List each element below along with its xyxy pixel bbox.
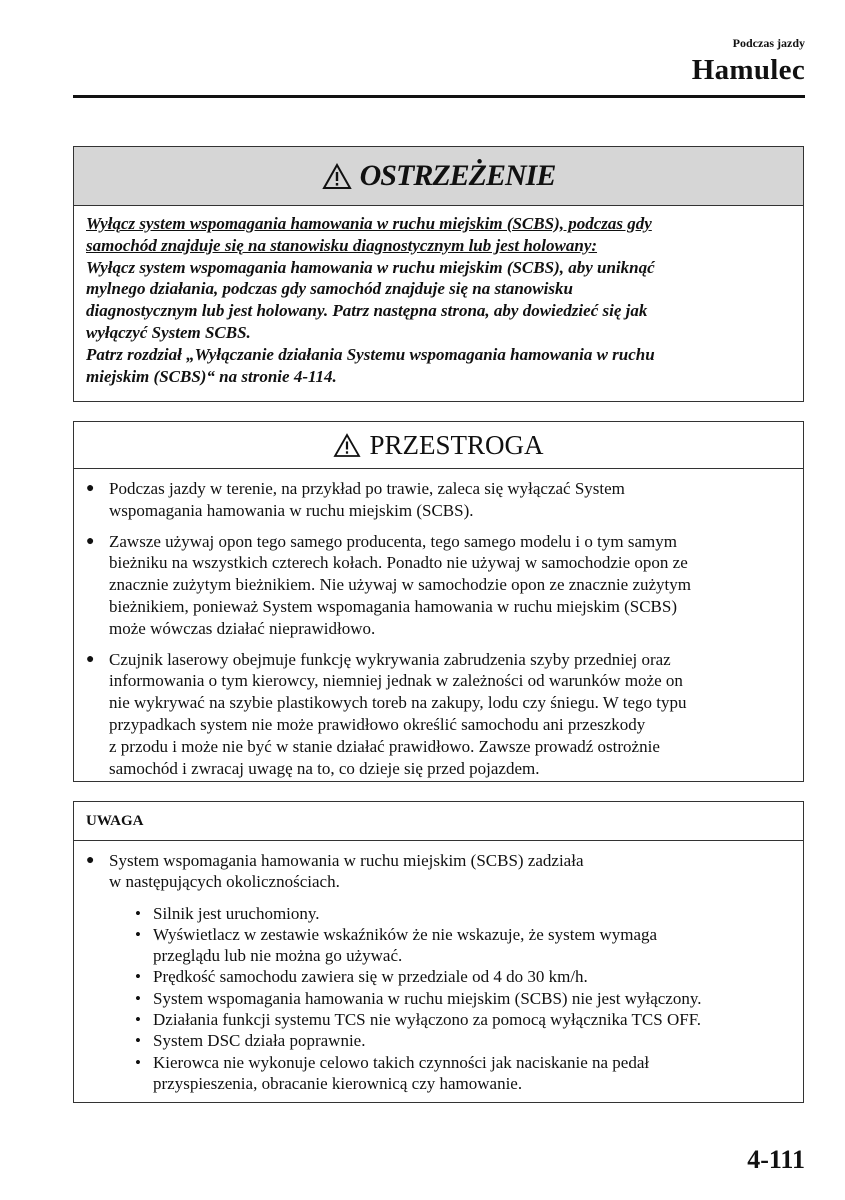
bullet-icon: ● [86, 533, 95, 549]
caution-item: ● Podczas jazdy w terenie, na przykład po trawie, zaleca się wyłączać System wspomagania hamowania w ruchu miejskim (SCBS). [86, 479, 625, 520]
condition-item: • Silnik jest uruchomiony. [135, 903, 320, 923]
bullet-icon: ● [86, 481, 95, 496]
warning-title: OSTRZEŻENIE [359, 159, 556, 192]
sub-bullet-icon: • [135, 988, 141, 1008]
header-rule [73, 95, 805, 98]
caution-triangle-icon [333, 433, 361, 458]
sub-bullet-icon: • [135, 924, 141, 944]
caution-title: PRZESTROGA [369, 429, 544, 460]
bullet-icon: ● [86, 651, 95, 667]
section-label: Podczas jazdy [732, 36, 805, 50]
warning-heading: Wyłącz system wspomagania hamowania w ruchu miejskim (SCBS), podczas gdy samochód znajduje się na stanowisku diagnostycznym lub jest holowany: [86, 214, 652, 255]
condition-item: • System wspomagania hamowania w ruchu miejskim (SCBS) nie jest wyłączony. [135, 988, 702, 1008]
sub-bullet-icon: • [135, 903, 141, 923]
condition-item: • System DSC działa poprawnie. [135, 1031, 366, 1051]
condition-item: • Działania funkcji systemu TCS nie wyłączono za pomocą wyłącznika TCS OFF. [135, 1010, 702, 1030]
caution-body [74, 469, 803, 779]
warning-box [73, 146, 804, 402]
conditions-list [109, 903, 791, 1095]
sub-bullet-icon: • [135, 967, 141, 987]
caution-item: ● Zawsze używaj opon tego samego producenta, tego samego modelu i o tym samym bieżniku na wszystkich czterech kołach. Ponadto nie używaj w samochodzie opon ze znacznie zużytym bieżnikiem. Nie używaj w samochodzie opon ze znacznie zużytym bieżnikiem, ponieważ System wspomagania hamowania w ruchu miejskim (SCBS) może wówczas działać nieprawidłowo. [86, 531, 692, 638]
note-title: UWAGA [86, 812, 144, 829]
warning-text: Wyłącz system wspomagania hamowania w ruchu miejskim (SCBS), aby uniknąć mylnego działania, podczas gdy samochód znajduje się na stanowisku diagnostycznym lub jest holowany. Patrz następna strona, aby dowiedzieć się jak wyłączyć System SCBS. Patrz rozdział „Wyłączanie działania Systemu wspomagania hamowania w ruchu miejskim (SCBS)“ na stronie 4-114. [86, 257, 655, 386]
sub-bullet-icon: • [135, 1052, 141, 1072]
note-body [74, 841, 803, 1094]
condition-item: • Kierowca nie wykonuje celowo takich czynności jak naciskanie na pedał przyspieszenia, obracanie kierownicą czy hamowanie. [135, 1052, 650, 1093]
caution-list [74, 478, 791, 779]
warning-body [74, 206, 803, 387]
caution-header [74, 422, 803, 469]
note-header [74, 802, 803, 841]
sub-bullet-icon: • [135, 1010, 141, 1030]
warning-header [74, 147, 803, 206]
bullet-icon: ● [86, 853, 95, 868]
note-item: ● System wspomagania hamowania w ruchu miejskim (SCBS) zadziała w następujących okolicznościach. • Silnik jest uruchomiony. • Wyświetlacz w zestawie wskaźników że nie wskazuje, że system wymaga przeglądu lub nie można go używać. • Prędkość samochodu zawiera się w przedziale od 4 do 30 km/h. • System wspomagania hamowania w ruchu miejskim (SCBS) nie jest wyłączony. • Działania funkcji systemu TCS nie wyłączono za pomocą wyłącznika TCS OFF. • System DSC działa poprawnie. • Kierowca nie wykonuje celowo takich czynności jak naciskanie na pedał przyspieszenia, obracanie kierownicą czy hamowanie. [74, 850, 791, 1094]
condition-item: • Prędkość samochodu zawiera się w przedziale od 4 do 30 km/h. [135, 967, 588, 987]
note-list [74, 850, 791, 1094]
page-number: 4-111 [747, 1145, 805, 1174]
sub-bullet-icon: • [135, 1031, 141, 1051]
page-title: Hamulec [691, 54, 805, 86]
caution-box [73, 421, 804, 782]
condition-item: • Wyświetlacz w zestawie wskaźników że nie wskazuje, że system wymaga przeglądu lub nie można go używać. [135, 924, 658, 966]
caution-item: ● Czujnik laserowy obejmuje funkcję wykrywania zabrudzenia szyby przedniej oraz informowania o tym kierowcy, niemniej jednak w zależności od warunków może on nie wykrywać na szybie plastikowych toreb na zakupy, lodu czy śniegu. W tego typu przypadkach system nie może prawidłowo określić samochodu ani przeszkody z przodu i może nie być w stanie działać prawidłowo. Zawsze prowadź ostrożnie samochód i zwracaj uwagę na to, co dzieje się przed pojazdem. [86, 649, 687, 778]
warning-triangle-icon [322, 163, 352, 190]
note-box [73, 801, 804, 1103]
